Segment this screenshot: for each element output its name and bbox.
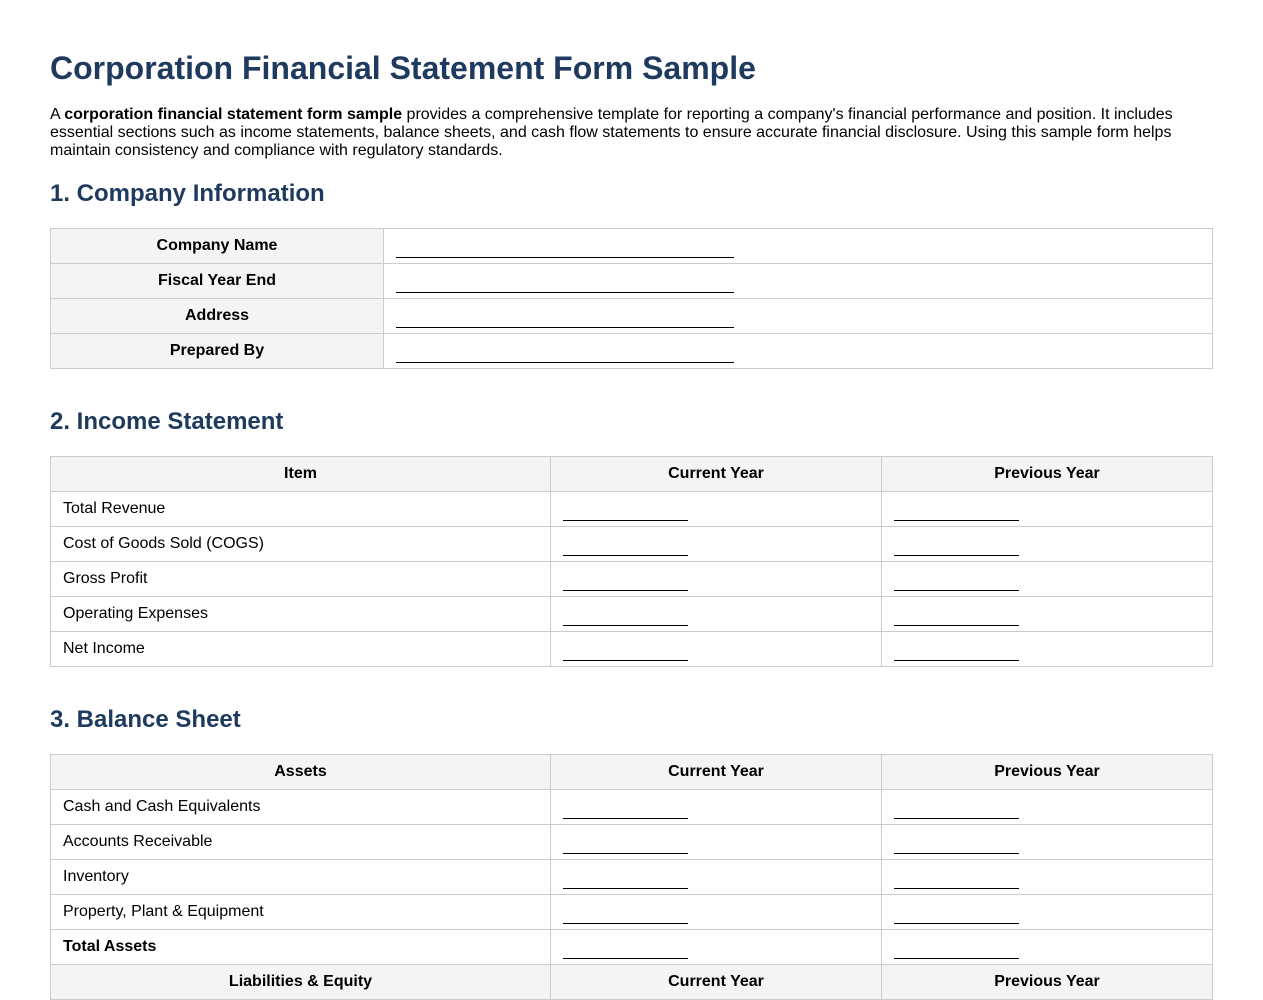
row-label: Cash and Cash Equivalents (51, 790, 551, 825)
current-year-cell[interactable] (551, 632, 882, 667)
column-header-current-year: Current Year (551, 755, 882, 790)
fiscal-year-end-label: Fiscal Year End (51, 264, 384, 299)
previous-year-cell[interactable] (882, 562, 1213, 597)
total-assets-label: Total Assets (51, 930, 551, 965)
previous-year-cell[interactable] (882, 527, 1213, 562)
previous-year-blank[interactable] (894, 839, 1019, 854)
table-row (51, 860, 1213, 895)
table-row-total (51, 930, 1213, 965)
previous-year-cell[interactable] (882, 895, 1213, 930)
intro-paragraph (50, 106, 1213, 160)
column-header-item: Item (51, 457, 551, 492)
current-year-cell[interactable] (551, 930, 882, 965)
current-year-blank[interactable] (563, 611, 688, 626)
table-row (51, 492, 1213, 527)
current-year-cell[interactable] (551, 562, 882, 597)
table-header-row (51, 965, 1213, 1000)
company-name-field[interactable] (384, 229, 1213, 264)
table-row (51, 790, 1213, 825)
previous-year-blank[interactable] (894, 804, 1019, 819)
previous-year-cell[interactable] (882, 860, 1213, 895)
column-header-current-year: Current Year (551, 965, 882, 1000)
column-header-previous-year: Previous Year (882, 457, 1213, 492)
row-label: Property, Plant & Equipment (51, 895, 551, 930)
table-row (51, 299, 1213, 334)
current-year-blank[interactable] (563, 944, 688, 959)
previous-year-blank[interactable] (894, 541, 1019, 556)
row-label: Total Revenue (51, 492, 551, 527)
table-row (51, 229, 1213, 264)
column-header-liabilities-equity: Liabilities & Equity (51, 965, 551, 1000)
row-label: Gross Profit (51, 562, 551, 597)
address-label: Address (51, 299, 384, 334)
row-label: Cost of Goods Sold (COGS) (51, 527, 551, 562)
intro-prefix: A (50, 106, 65, 123)
previous-year-blank[interactable] (894, 909, 1019, 924)
current-year-blank[interactable] (563, 839, 688, 854)
table-row (51, 334, 1213, 369)
current-year-cell[interactable] (551, 492, 882, 527)
current-year-blank[interactable] (563, 909, 688, 924)
previous-year-blank[interactable] (894, 944, 1019, 959)
current-year-blank[interactable] (563, 576, 688, 591)
prepared-by-field[interactable] (384, 334, 1213, 369)
previous-year-blank[interactable] (894, 646, 1019, 661)
current-year-blank[interactable] (563, 506, 688, 521)
previous-year-blank[interactable] (894, 611, 1019, 626)
section-heading-income-statement: 2. Income Statement (50, 408, 284, 435)
fiscal-year-end-field[interactable] (384, 264, 1213, 299)
intro-suffix: provides a comprehensive template for reporting a company's financial performance and position. It includes essential sections such as income statements, balance sheets, and cash flow statements to ensure accurate financial disclosure. Using this sample form helps maintain consistency and compliance with regulatory standards. (50, 106, 1173, 159)
table-header-row (51, 457, 1213, 492)
previous-year-cell[interactable] (882, 492, 1213, 527)
address-blank[interactable] (396, 313, 734, 328)
column-header-previous-year: Previous Year (882, 755, 1213, 790)
page-title: Corporation Financial Statement Form Sample (50, 50, 756, 86)
column-header-current-year: Current Year (551, 457, 882, 492)
previous-year-blank[interactable] (894, 874, 1019, 889)
table-row (51, 895, 1213, 930)
table-row (51, 597, 1213, 632)
previous-year-cell[interactable] (882, 632, 1213, 667)
company-name-label: Company Name (51, 229, 384, 264)
column-header-previous-year: Previous Year (882, 965, 1213, 1000)
table-row (51, 632, 1213, 667)
previous-year-blank[interactable] (894, 506, 1019, 521)
column-header-assets: Assets (51, 755, 551, 790)
intro-bold-term: corporation financial statement form sample (64, 106, 403, 123)
table-row (51, 264, 1213, 299)
current-year-cell[interactable] (551, 825, 882, 860)
previous-year-cell[interactable] (882, 790, 1213, 825)
current-year-blank[interactable] (563, 804, 688, 819)
table-header-row (51, 755, 1213, 790)
row-label: Inventory (51, 860, 551, 895)
row-label: Operating Expenses (51, 597, 551, 632)
table-row (51, 825, 1213, 860)
current-year-blank[interactable] (563, 646, 688, 661)
balance-sheet-table (50, 754, 1213, 1000)
current-year-blank[interactable] (563, 874, 688, 889)
company-info-table (50, 228, 1213, 369)
current-year-blank[interactable] (563, 541, 688, 556)
current-year-cell[interactable] (551, 597, 882, 632)
prepared-by-blank[interactable] (396, 348, 734, 363)
previous-year-blank[interactable] (894, 576, 1019, 591)
section-heading-company-info: 1. Company Information (50, 180, 325, 207)
current-year-cell[interactable] (551, 860, 882, 895)
section-heading-balance-sheet: 3. Balance Sheet (50, 706, 241, 733)
current-year-cell[interactable] (551, 895, 882, 930)
previous-year-cell[interactable] (882, 930, 1213, 965)
table-row (51, 527, 1213, 562)
previous-year-cell[interactable] (882, 825, 1213, 860)
address-field[interactable] (384, 299, 1213, 334)
current-year-cell[interactable] (551, 527, 882, 562)
previous-year-cell[interactable] (882, 597, 1213, 632)
current-year-cell[interactable] (551, 790, 882, 825)
income-statement-table (50, 456, 1213, 667)
table-row (51, 562, 1213, 597)
row-label: Accounts Receivable (51, 825, 551, 860)
row-label: Net Income (51, 632, 551, 667)
fiscal-year-end-blank[interactable] (396, 278, 734, 293)
company-name-blank[interactable] (396, 243, 734, 258)
prepared-by-label: Prepared By (51, 334, 384, 369)
